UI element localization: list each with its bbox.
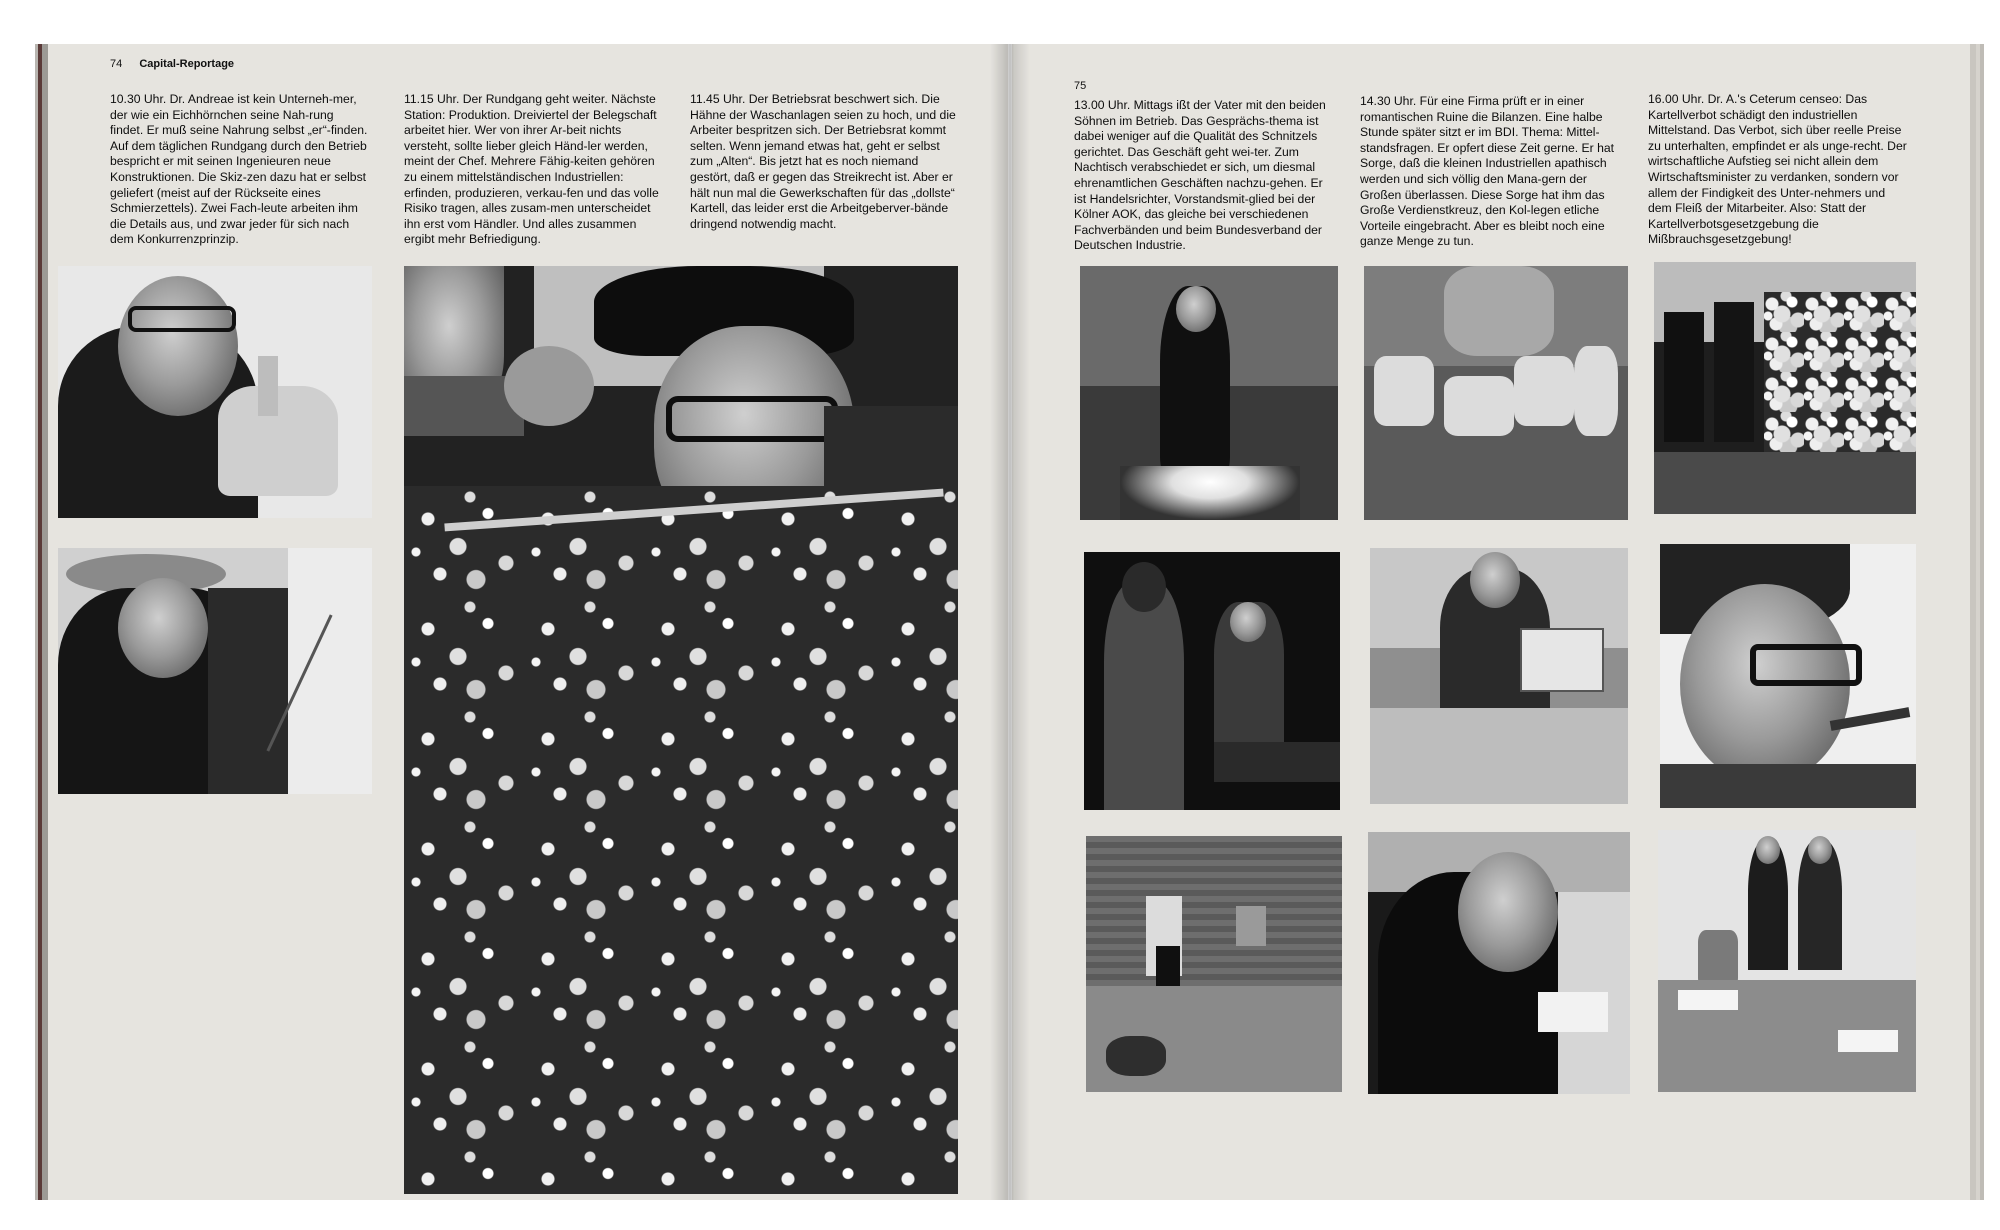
- photo-man-at-meeting-desk: [1368, 832, 1630, 1094]
- section-title: Capital-Reportage: [139, 58, 235, 70]
- left-text-column-3: 11.45 Uhr. Der Betriebsrat beschwert sich. Die Hähne der Waschanlagen seien zu hoch, und die Arbeiter bespritzen sich. Der Betriebsrat kommt selten. Wenn jemand etwas hat, geht er selbst zum „Alten“. Bis jetzt hat es noch niemand gestört, daß er gegen das Streikrecht ist. Aber er hält nun mal die Gewerkschaften für das „dollste“ Kartell, das leider erst die Arbeitgeberver-bände dringend notwendig macht.: [690, 92, 956, 231]
- right-text-column-1: 13.00 Uhr. Mittags ißt der Vater mit den beiden Söhnen im Betrieb. Das Gesprächs-thema ist dabei weniger auf die Qualität des Schnitzels gerichtet. Das Geschäft geht wei-ter. Zum Nachtisch verabschiedet er sich, um diesmal ehrenamtlichen Geschäften nachzu-gehen. Er ist Handelsrichter, Vorstandsmit-glied bei der Kölner AOK, das gleiche bei verschiedenen Fachverbänden und beim Bundesverband der Deutschen Industrie.: [1074, 98, 1326, 253]
- photo-man-by-car: [1370, 548, 1628, 804]
- left-page-number: 74: [110, 58, 123, 70]
- left-page-header: [110, 58, 234, 70]
- photo-two-men-conference-room: [1658, 830, 1916, 1092]
- right-text-column-3: 16.00 Uhr. Dr. A.'s Ceterum censeo: Das Kartellverbot schädigt den industriellen Mittelstand. Das Verbot, sich über reelle Preise zu unterhalten, empfindet er als unge-recht. Der wirtschaftliche Aufstieg sei nicht allein dem Wirtschaftsminister zu verdanken, sondern vor allem der Findigkeit des Unter-nehmers und dem Fleiß der Mitarbeiter. Also: Statt der Kartellverbotsgesetzgebung die Mißbrauchsgesetzgebung!: [1648, 92, 1907, 247]
- right-text-column-2: 14.30 Uhr. Für eine Firma prüft er in einer romantischen Ruine die Bilanzen. Eine halbe Stunde später sitzt er im BDI. Thema: Mittel-standsfragen. Er opfert diese Zeit gerne. Er hat Sorge, daß die kleinen Industriellen apathisch werden und sich völlig den Mana-gern der Großen überlassen. Diese Sorge hat ihm das Große Verdienstkreuz, den Kol-legen etliche Vorteile eingebracht. Aber es bleibt noch eine ganze Menge zu tun.: [1360, 94, 1615, 249]
- photo-man-with-hat-closeup: [404, 266, 958, 1194]
- photo-foundry-furnace: [1080, 266, 1338, 520]
- photo-man-with-model: [58, 266, 372, 518]
- photo-metal-containers: [1364, 266, 1628, 520]
- left-page: [48, 44, 1008, 1200]
- left-text-column-2: 11.15 Uhr. Der Rundgang geht weiter. Nächste Station: Produktion. Dreiviertel der Belegschaft arbeitet hier. Wer von ihrer Ar-beit nichts versteht, sollte lieber gleich Händ-ler werden, meint der Chef. Mehrere Fähig-keiten gehören zu einem mittelständischen Industriellen: erfinden, produzieren, verkau-fen und das volle Risiko tragen, alles zusam-men unterscheidet ihn erst vom Händler. Und alles zusammen ergibt mehr Befriedigung.: [404, 92, 659, 247]
- right-page: [1012, 44, 1970, 1200]
- photo-men-at-drawing-board: [58, 548, 372, 794]
- right-page-number: 75: [1074, 80, 1087, 92]
- photo-welding-sparks: [1654, 262, 1916, 514]
- photo-brick-building-courtyard: [1086, 836, 1342, 1092]
- left-text-column-1: 10.30 Uhr. Dr. Andreae ist kein Unterneh-mer, der wie ein Eichhörnchen seine Nah-rung findet. Er muß seine Nahrung selbst „er“-finden. Auf dem täglichen Rundgang durch den Betrieb bespricht er mit seinen Ingenieuren neue Konstruktionen. Die Skiz-zen dazu hat er selbst geliefert (meist auf der Rückseite eines Schmierzettels). Zwei Fach-leute arbeiten ihm die Details aus, und zwar jeder für sich nach dem Konkurrenzprinzip.: [110, 92, 368, 247]
- photo-man-smoking-cigar-profile: [1660, 544, 1916, 808]
- right-page-header: [1074, 80, 1100, 92]
- photo-man-and-woman-talking: [1084, 552, 1340, 810]
